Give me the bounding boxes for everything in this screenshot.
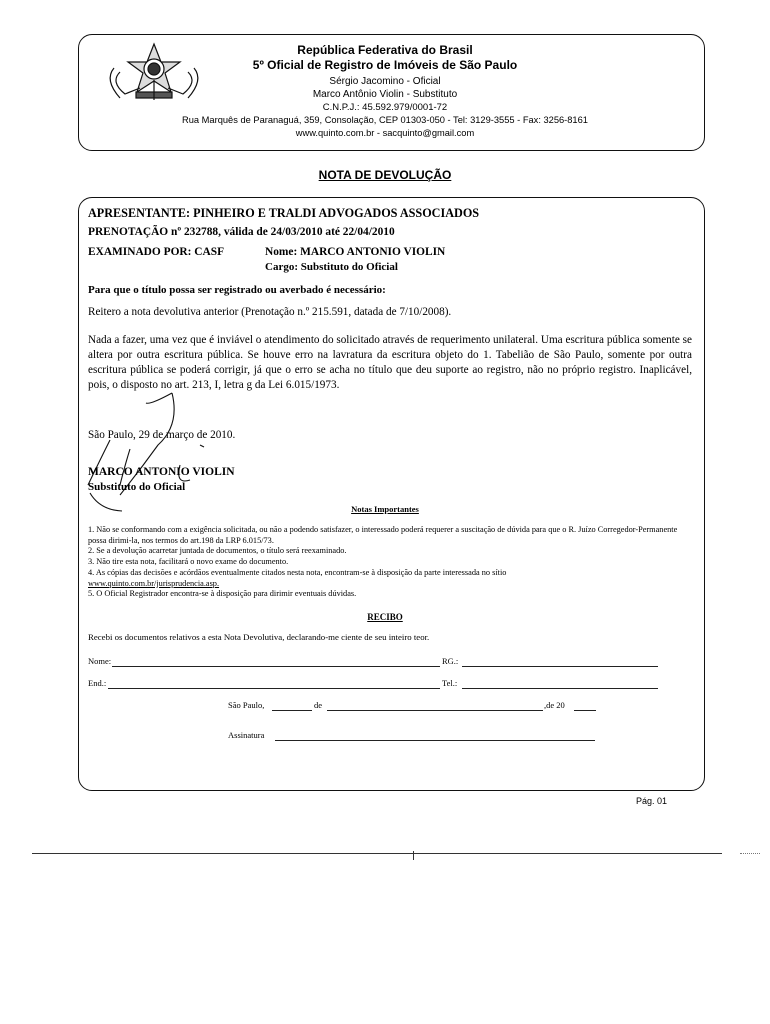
signature-field[interactable] — [275, 740, 595, 741]
note-item-5: 5. O Oficial Registrador encontra-se à disposição para dirimir eventuais dúvidas. — [88, 589, 357, 599]
header-cnpj: C.N.P.J.: 45.592.979/0001-72 — [322, 102, 448, 113]
phone-label: Tel.: — [442, 678, 458, 688]
examiner-role: Cargo: Substituto do Oficial — [265, 261, 398, 273]
page-divider-dots — [740, 853, 760, 854]
examined-by: EXAMINADO POR: CASF — [88, 246, 225, 258]
address-field[interactable] — [108, 688, 440, 689]
prenotation: PRENOTAÇÃO nº 232788, válida de 24/03/2010 até 22/04/2010 — [88, 226, 395, 238]
header-address: Rua Marquês de Paranaguá, 359, Consolação, CEP 01303-050 - Tel: 3129-3555 - Fax: 3256-8161 — [182, 115, 588, 125]
header-officer: Sérgio Jacomino - Oficial — [329, 76, 441, 87]
page-divider-tick — [413, 851, 414, 860]
reiterate-text: Reitero a nota devolutiva anterior (Prenotação n.º 215.591, datada de 7/10/2008). — [88, 306, 452, 318]
note-item-1: 1. Não se conformando com a exigência solicitada, ou não a podendo satisfazer, o interessado poderá requerer a suscitação de dúvida para que o R. Juízo Corregedor-Permanente possa dirimi-la, nos termos do art.198 da LRP 6.015/73. — [88, 525, 678, 545]
rg-field[interactable] — [462, 666, 658, 667]
month-field[interactable] — [327, 710, 543, 711]
page-divider — [32, 853, 722, 854]
date-de-2: ,de 20 — [544, 700, 565, 710]
date-de-1: de — [314, 700, 323, 710]
header-office: 5º Oficial de Registro de Imóveis de São Paulo — [252, 58, 518, 72]
name-field[interactable] — [112, 666, 440, 667]
note-item-4: 4. As cópias das decisões e acórdãos eventualmente citados nesta nota, encontram-se à disposição da parte interessada no sítio — [88, 567, 507, 577]
note-item-2: 2. Se a devolução acarretar juntada de documentos, o título será reexaminado. — [88, 546, 347, 556]
signer-name: MARCO ANTONIO VIOLIN — [88, 466, 235, 478]
body-paragraph: Nada a fazer, uma vez que é inviável o atendimento do solicitado através de requerimento unilateral. Uma escritura pública somente se altera por outra escritura pública. Se houve erro na lavratura da escritura objeto do 1. Tabelião de São Paulo, somente por outra escritura pública se poderá corrigir, já que o erro se acha no título que deu suporte ao registro, não no próprio registro. Inaplicável, pois, o disposto no art. 213, I, letra g da Lei 6.015/1973. — [88, 334, 692, 391]
requirement-heading: Para que o título possa ser registrado ou averbado é necessário: — [88, 284, 386, 296]
receipt-heading: RECIBO — [367, 612, 403, 622]
document-title: NOTA DE DEVOLUÇÃO — [318, 168, 452, 182]
receipt-statement: Recebi os documentos relativos a esta Nota Devolutiva, declarando-me ciente de seu inteiro teor. — [88, 632, 430, 642]
address-label: End.: — [88, 678, 107, 688]
phone-field[interactable] — [462, 688, 658, 689]
header-republic: República Federativa do Brasil — [297, 43, 473, 57]
presenter: APRESENTANTE: PINHEIRO E TRALDI ADVOGADOS ASSOCIADOS — [88, 206, 480, 220]
day-field[interactable] — [272, 710, 312, 711]
rg-label: RG.: — [442, 656, 459, 666]
signature-scribble — [80, 385, 210, 515]
note-item-3: 3. Não tire esta nota, facilitará o novo exame do documento. — [88, 557, 289, 567]
signature-label: Assinatura — [228, 730, 265, 740]
city-label: São Paulo, — [228, 700, 265, 710]
header-web: www.quinto.com.br - sacquinto@gmail.com — [295, 128, 475, 138]
notes-list — [88, 525, 692, 600]
page-number: Pág. 01 — [636, 796, 668, 806]
date-line: São Paulo, 29 de março de 2010. — [88, 429, 236, 441]
jurisprudence-link[interactable]: www.quinto.com.br/jurisprudencia.asp. — [88, 578, 220, 588]
examiner-name: Nome: MARCO ANTONIO VIOLIN — [265, 246, 446, 258]
header-substitute: Marco Antônio Violin - Substituto — [312, 89, 458, 100]
name-label: Nome: — [88, 656, 112, 666]
notes-heading: Notas Importantes — [351, 504, 419, 514]
year-field[interactable] — [574, 710, 596, 711]
signer-role: Substituto do Oficial — [88, 481, 186, 493]
